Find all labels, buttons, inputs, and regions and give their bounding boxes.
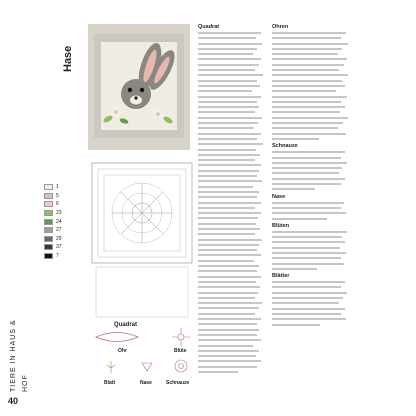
motif-label-nose: Nase (140, 380, 152, 386)
rabbit-eye (140, 88, 144, 92)
legend-item (44, 217, 70, 226)
legend-item (44, 243, 70, 252)
color-swatch (44, 184, 53, 190)
section-heading: Blätter (272, 273, 290, 280)
legend-item (44, 235, 70, 244)
section-heading: Schnauze (272, 143, 298, 150)
legend-number: 5 (56, 192, 59, 199)
page-title: Hase (62, 45, 74, 72)
legend-item (44, 200, 70, 209)
rabbit-square-photo (88, 24, 190, 150)
motif-label-ear: Ohr (118, 348, 127, 354)
legend-item (44, 226, 70, 235)
ear-chart (94, 330, 140, 349)
legend-number: 6 (56, 201, 59, 208)
legend-number: 24 (56, 218, 62, 225)
nose-chart (140, 360, 154, 379)
color-swatch (44, 227, 53, 233)
color-swatch (44, 236, 53, 242)
section-heading: Quadrat (198, 24, 220, 30)
legend-number: 23 (56, 210, 62, 217)
legend-item (44, 252, 70, 261)
flower-center (114, 110, 118, 114)
legend-item (44, 183, 70, 192)
instructions-column-2 (272, 24, 350, 392)
leaf-chart (104, 360, 118, 379)
section-heading: Nase (272, 193, 286, 200)
legend-number: 29 (56, 235, 62, 242)
motif-label-leaf: Blatt (104, 380, 116, 386)
chart-diagram (88, 157, 196, 319)
motif-label-snout: Schnauze (166, 380, 190, 386)
color-swatch (44, 193, 53, 199)
legend-number: 7 (56, 253, 59, 260)
color-swatch (44, 244, 53, 250)
yarn-color-legend (44, 183, 70, 260)
color-swatch (44, 219, 53, 225)
product-photo (88, 24, 190, 150)
section-footer: TIERE IN HAUS & HOF (10, 319, 29, 392)
motif-label-flower: Blüte (174, 348, 187, 354)
legend-item (44, 192, 70, 201)
chart-lower-section (96, 267, 188, 317)
color-swatch (44, 210, 53, 216)
legend-item (44, 209, 70, 218)
crochet-chart-square (88, 157, 196, 319)
instructions-column-1 (198, 24, 264, 392)
chart-label: Quadrat (114, 322, 138, 328)
legend-number: 1 (56, 184, 59, 191)
section-heading: Blüten (272, 222, 290, 229)
page-number: 40 (8, 396, 19, 406)
flower-center (156, 112, 160, 116)
rabbit-nose (134, 96, 137, 99)
legend-number: 27 (56, 227, 62, 234)
color-swatch (44, 253, 53, 259)
legend-number: 37 (56, 244, 62, 251)
color-swatch (44, 201, 53, 207)
section-heading: Ohren (272, 24, 289, 30)
chart-spokes (112, 183, 172, 243)
rabbit-eye (128, 88, 132, 92)
snout-chart (172, 358, 190, 379)
